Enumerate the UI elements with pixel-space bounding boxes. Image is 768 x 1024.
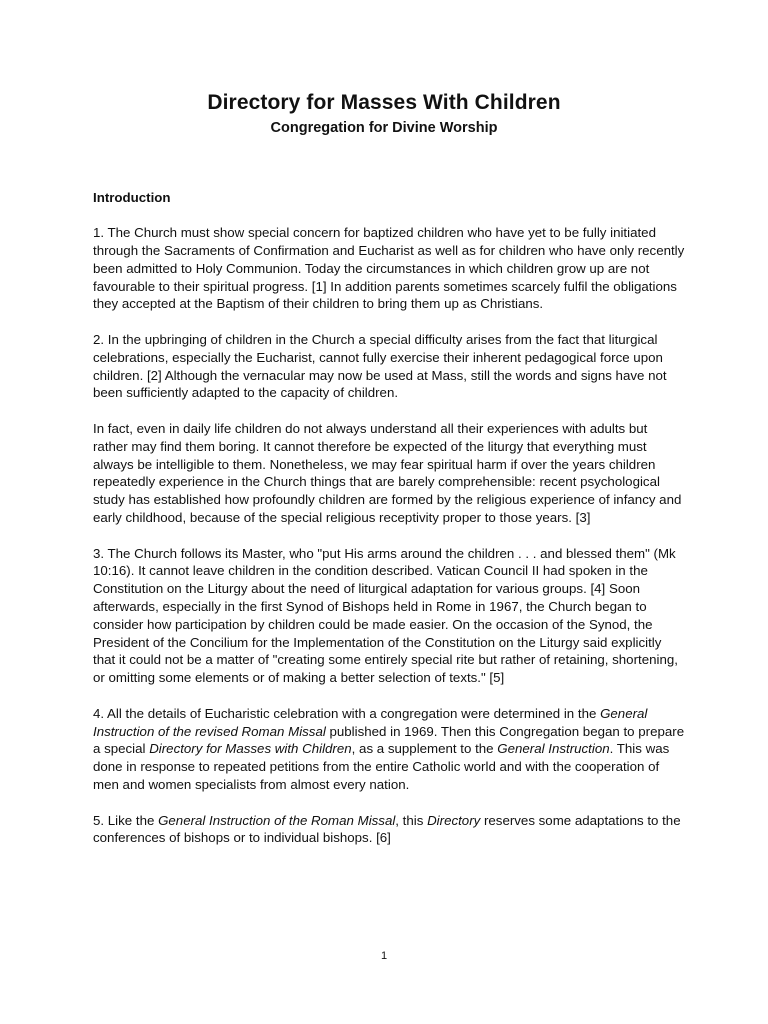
paragraph-4-text: . This was done in response to repeated petitions from the entire Catholic world and with the cooperation of men and women specialists from almost every nation. (93, 741, 670, 792)
paragraph-1: 1. The Church must show special concern for baptized children who have yet to be fully initiated through the Sacraments of Confirmation and Eucharist as well as for children who have only recently been admitted to Holy Communion. Today the circumstances in which children grow up are not favourable to their spiritual progress. [1] In addition parents sometimes scarcely fulfil the obligations they accepted at the Baptism of their children to bring them up as Christians. (93, 225, 685, 312)
paragraph-2-continued: In fact, even in daily life children do not always understand all their experiences with adults but rather may find them boring. It cannot therefore be expected of the liturgy that everything must always be intelligible to them. Nonetheless, we may fear spiritual harm if over the years children repeatedly experience in the Church things that are barely comprehensible: recent psychological study has established how profoundly children are formed by the religious experience of infancy and early childhood, because of the special religious receptivity proper to those years. [3] (93, 421, 682, 526)
paragraph-5-text: 5. Like the (93, 812, 159, 828)
paragraph-5 (93, 812, 685, 848)
paragraph-4-text: published in 1969. Then this Congregation began to prepare a special (93, 723, 685, 757)
document-body (93, 189, 685, 865)
paragraph-4-italic-title: General Instruction of the revised Roman Missal (93, 705, 648, 739)
paragraph-5-text: , this (395, 812, 428, 828)
section-heading: Introduction (93, 190, 171, 205)
paragraph-4-text: 4. All the details of Eucharistic celebration with a congregation were determined in the (93, 705, 601, 721)
paragraph-5-italic-title: General Instruction of the Roman Missal (158, 812, 396, 828)
document-subtitle: Congregation for Divine Worship (270, 120, 498, 136)
paragraph-5-italic-title: Directory (427, 812, 481, 828)
paragraph-5-text: reserves some adaptations to the conferences of bishops or to individual bishops. [6] (93, 812, 681, 846)
paragraph-2: 2. In the upbringing of children in the Church a special difficulty arises from the fact that liturgical celebrations, especially the Eucharist, cannot fully exercise their inherent pedagogical force upon children. [2] Although the vernacular may now be used at Mass, still the words and signs have not been sufficiently adapted to the capacity of children. (93, 332, 667, 401)
paragraph-4-text: , as a supplement to the (351, 741, 498, 757)
paragraph-3: 3. The Church follows its Master, who "put His arms around the children . . . and blessed them" (Mk 10:16). It cannot leave children in the condition described. Vatican Council II had spoken in the Constitution on the Liturgy about the need of liturgical adaptation for various groups. [4] Soon afterwards, especially in the first Synod of Bishops held in Rome in 1967, the Church began to consider how participation by children could be made easier. On the occasion of the Synod, the President of the Concilium for the Implementation of the Constitution on the Liturgy said explicitly that it could not be a matter of "creating some entirely special rite but rather of retaining, shortening, or omitting some elements or of making a better selection of texts." [5] (93, 545, 678, 686)
document-title: Directory for Masses With Children (207, 91, 561, 114)
paragraph-4 (93, 705, 685, 794)
paragraph-4-italic-title: General Instruction (497, 741, 610, 757)
page-number: 1 (380, 950, 388, 962)
paragraph-4-italic-title: Directory for Masses with Children (149, 741, 352, 757)
